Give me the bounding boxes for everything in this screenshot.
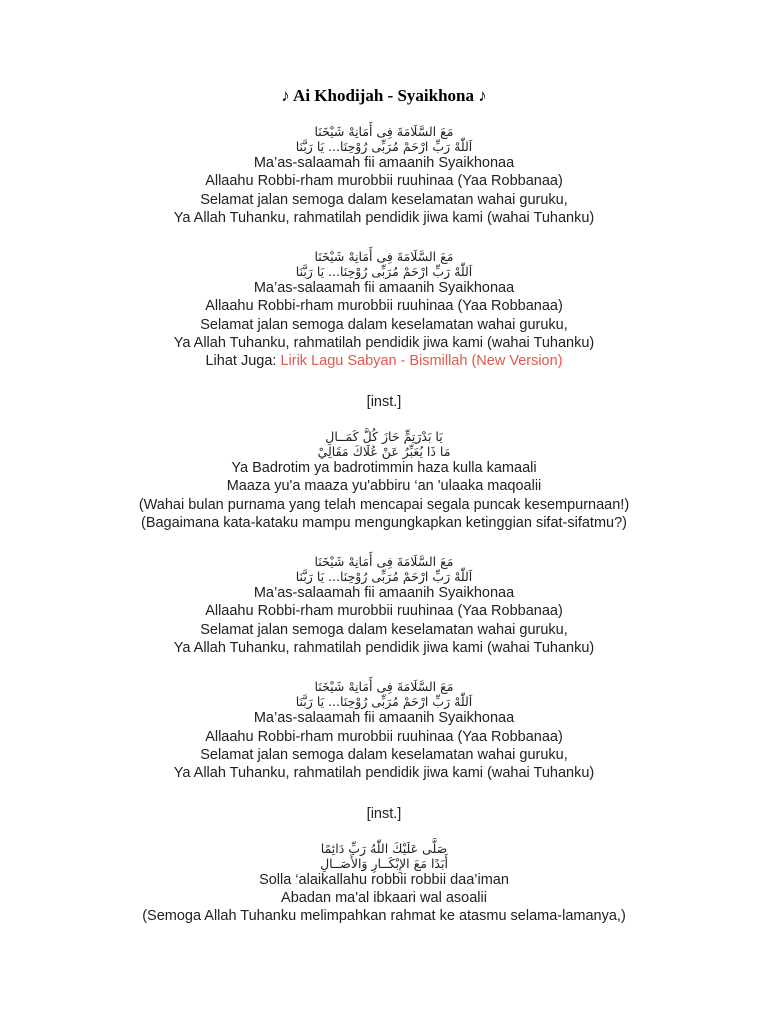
arabic-lyrics-line: اَللّٰهْ رَبِّ ارْحَمْ مُرَبِّى رُوْحِنَا... يَا رَبَّنَا [295,264,473,280]
lyrics-stanza [54,841,714,926]
lyrics-line: (Semoga Allah Tuhanku melimpahkan rahmat ke atasmu selama-lamanya,) [142,908,626,925]
page-title: ♪ Ai Khodijah - Syaikhona ♪ [281,86,487,105]
lyrics-line: Solla ‘alaikallahu robbii robbii daa’iman [259,871,509,888]
lyrics-stanza [54,429,714,532]
lyrics-line: Ma’as-salaamah fii amaanih Syaikhonaa [253,280,515,297]
lyrics-line: Ya Allah Tuhanku, rahmatilah pendidik jiwa kami (wahai Tuhanku) [173,335,595,352]
instrumental-marker-label: [inst.] [366,805,402,822]
instrumental-marker [54,393,714,411]
arabic-lyrics-line: مَعَ السَّلَامَةَ فِى أَمَانِهْ شَيْخَنَا [314,124,454,139]
arabic-lyrics-line: اَللّٰهْ رَبِّ ارْحَمْ مُرَبِّى رُوْحِنَا... يَا رَبَّنَا [295,569,473,585]
lyrics-line: Maaza yu'a maaza yu'abbiru ‘an 'ulaaka maqoalii [226,478,542,495]
arabic-lyrics-line: أَبَدًا مَعَ الإِبْكَــارِ وَالأَصَــالِ [320,855,448,871]
arabic-lyrics-line: مَا ذَا يُعَبِّرُ عَنْ عُلَاكَ مَقَالِيْ [317,443,451,459]
instrumental-marker [54,805,714,823]
see-also-label: Lihat Juga: [205,353,281,370]
lyrics-line: Ya Allah Tuhanku, rahmatilah pendidik jiwa kami (wahai Tuhanku) [173,209,595,226]
lyrics-line: Abadan ma'al ibkaari wal asoalii [281,890,487,907]
lyrics-stanza [54,679,714,782]
arabic-lyrics-line: مَعَ السَّلَامَةَ فِى أَمَانِهْ شَيْخَنَا [314,554,454,570]
lyrics-line: Selamat jalan semoga dalam keselamatan wahai guruku, [200,746,568,763]
lyrics-line: Allaahu Robbi-rham murobbii ruuhinaa (Yaa Robbanaa) [205,603,563,620]
see-also-line [54,352,714,370]
arabic-lyrics-line: اَللّٰهْ رَبِّ ارْحَمْ مُرَبِّى رُوْحِنَا... يَا رَبَّنَا [295,694,473,710]
arabic-lyrics-line: مَعَ السَّلَامَةَ فِى أَمَانِهْ شَيْخَنَا [314,679,454,695]
lyrics-line: Selamat jalan semoga dalam keselamatan wahai guruku, [200,191,568,208]
arabic-lyrics-line: صَلَّى عَلَيْكَ اللّٰهُ رَبِّ دَائِمًا [320,840,448,856]
lyrics-stanza [54,554,714,657]
instrumental-marker-label: [inst.] [366,393,402,410]
lyrics-line: (Bagaimana kata-kataku mampu mengungkapkan ketinggian sifat-sifatmu?) [140,514,627,531]
see-also-link[interactable]: Lirik Lagu Sabyan - Bismillah (New Version) [280,353,563,370]
arabic-lyrics-line: مَعَ السَّلَامَةَ فِى أَمَانِهْ شَيْخَنَا [314,249,454,265]
lyrics-line: (Wahai bulan purnama yang telah mencapai segala puncak kesempurnaan!) [138,496,630,513]
lyrics-line: Allaahu Robbi-rham murobbii ruuhinaa (Yaa Robbanaa) [205,298,563,315]
lyrics-line: Ya Allah Tuhanku, rahmatilah pendidik jiwa kami (wahai Tuhanku) [173,640,595,657]
lyrics-line: Ya Badrotim ya badrotimmin haza kulla kamaali [231,459,537,476]
lyrics-body [0,124,768,926]
arabic-lyrics-line: يَا بَدْرَتِمٍّ حَازَ كُلَّ كَمَــالِ [325,428,443,444]
arabic-lyrics-line: اَللّٰهْ رَبِّ ارْحَمْ مُرَبِّى رُوْحِنَا... يَا رَبَّنَا [295,139,473,154]
lyrics-line: Ma’as-salaamah fii amaanih Syaikhonaa [253,710,515,727]
lyrics-line: Ma’as-salaamah fii amaanih Syaikhonaa [253,585,515,602]
lyrics-line: Allaahu Robbi-rham murobbii ruuhinaa (Yaa Robbanaa) [205,728,563,745]
lyrics-line: Selamat jalan semoga dalam keselamatan wahai guruku, [200,621,568,638]
lyrics-line: Allaahu Robbi-rham murobbii ruuhinaa (Yaa Robbanaa) [205,173,563,190]
lyrics-line: Ma’as-salaamah fii amaanih Syaikhonaa [253,155,515,171]
lyrics-line: Selamat jalan semoga dalam keselamatan wahai guruku, [200,316,568,333]
lyrics-line: Ya Allah Tuhanku, rahmatilah pendidik jiwa kami (wahai Tuhanku) [173,765,595,782]
lyrics-stanza [54,124,714,227]
lyrics-stanza [54,249,714,370]
